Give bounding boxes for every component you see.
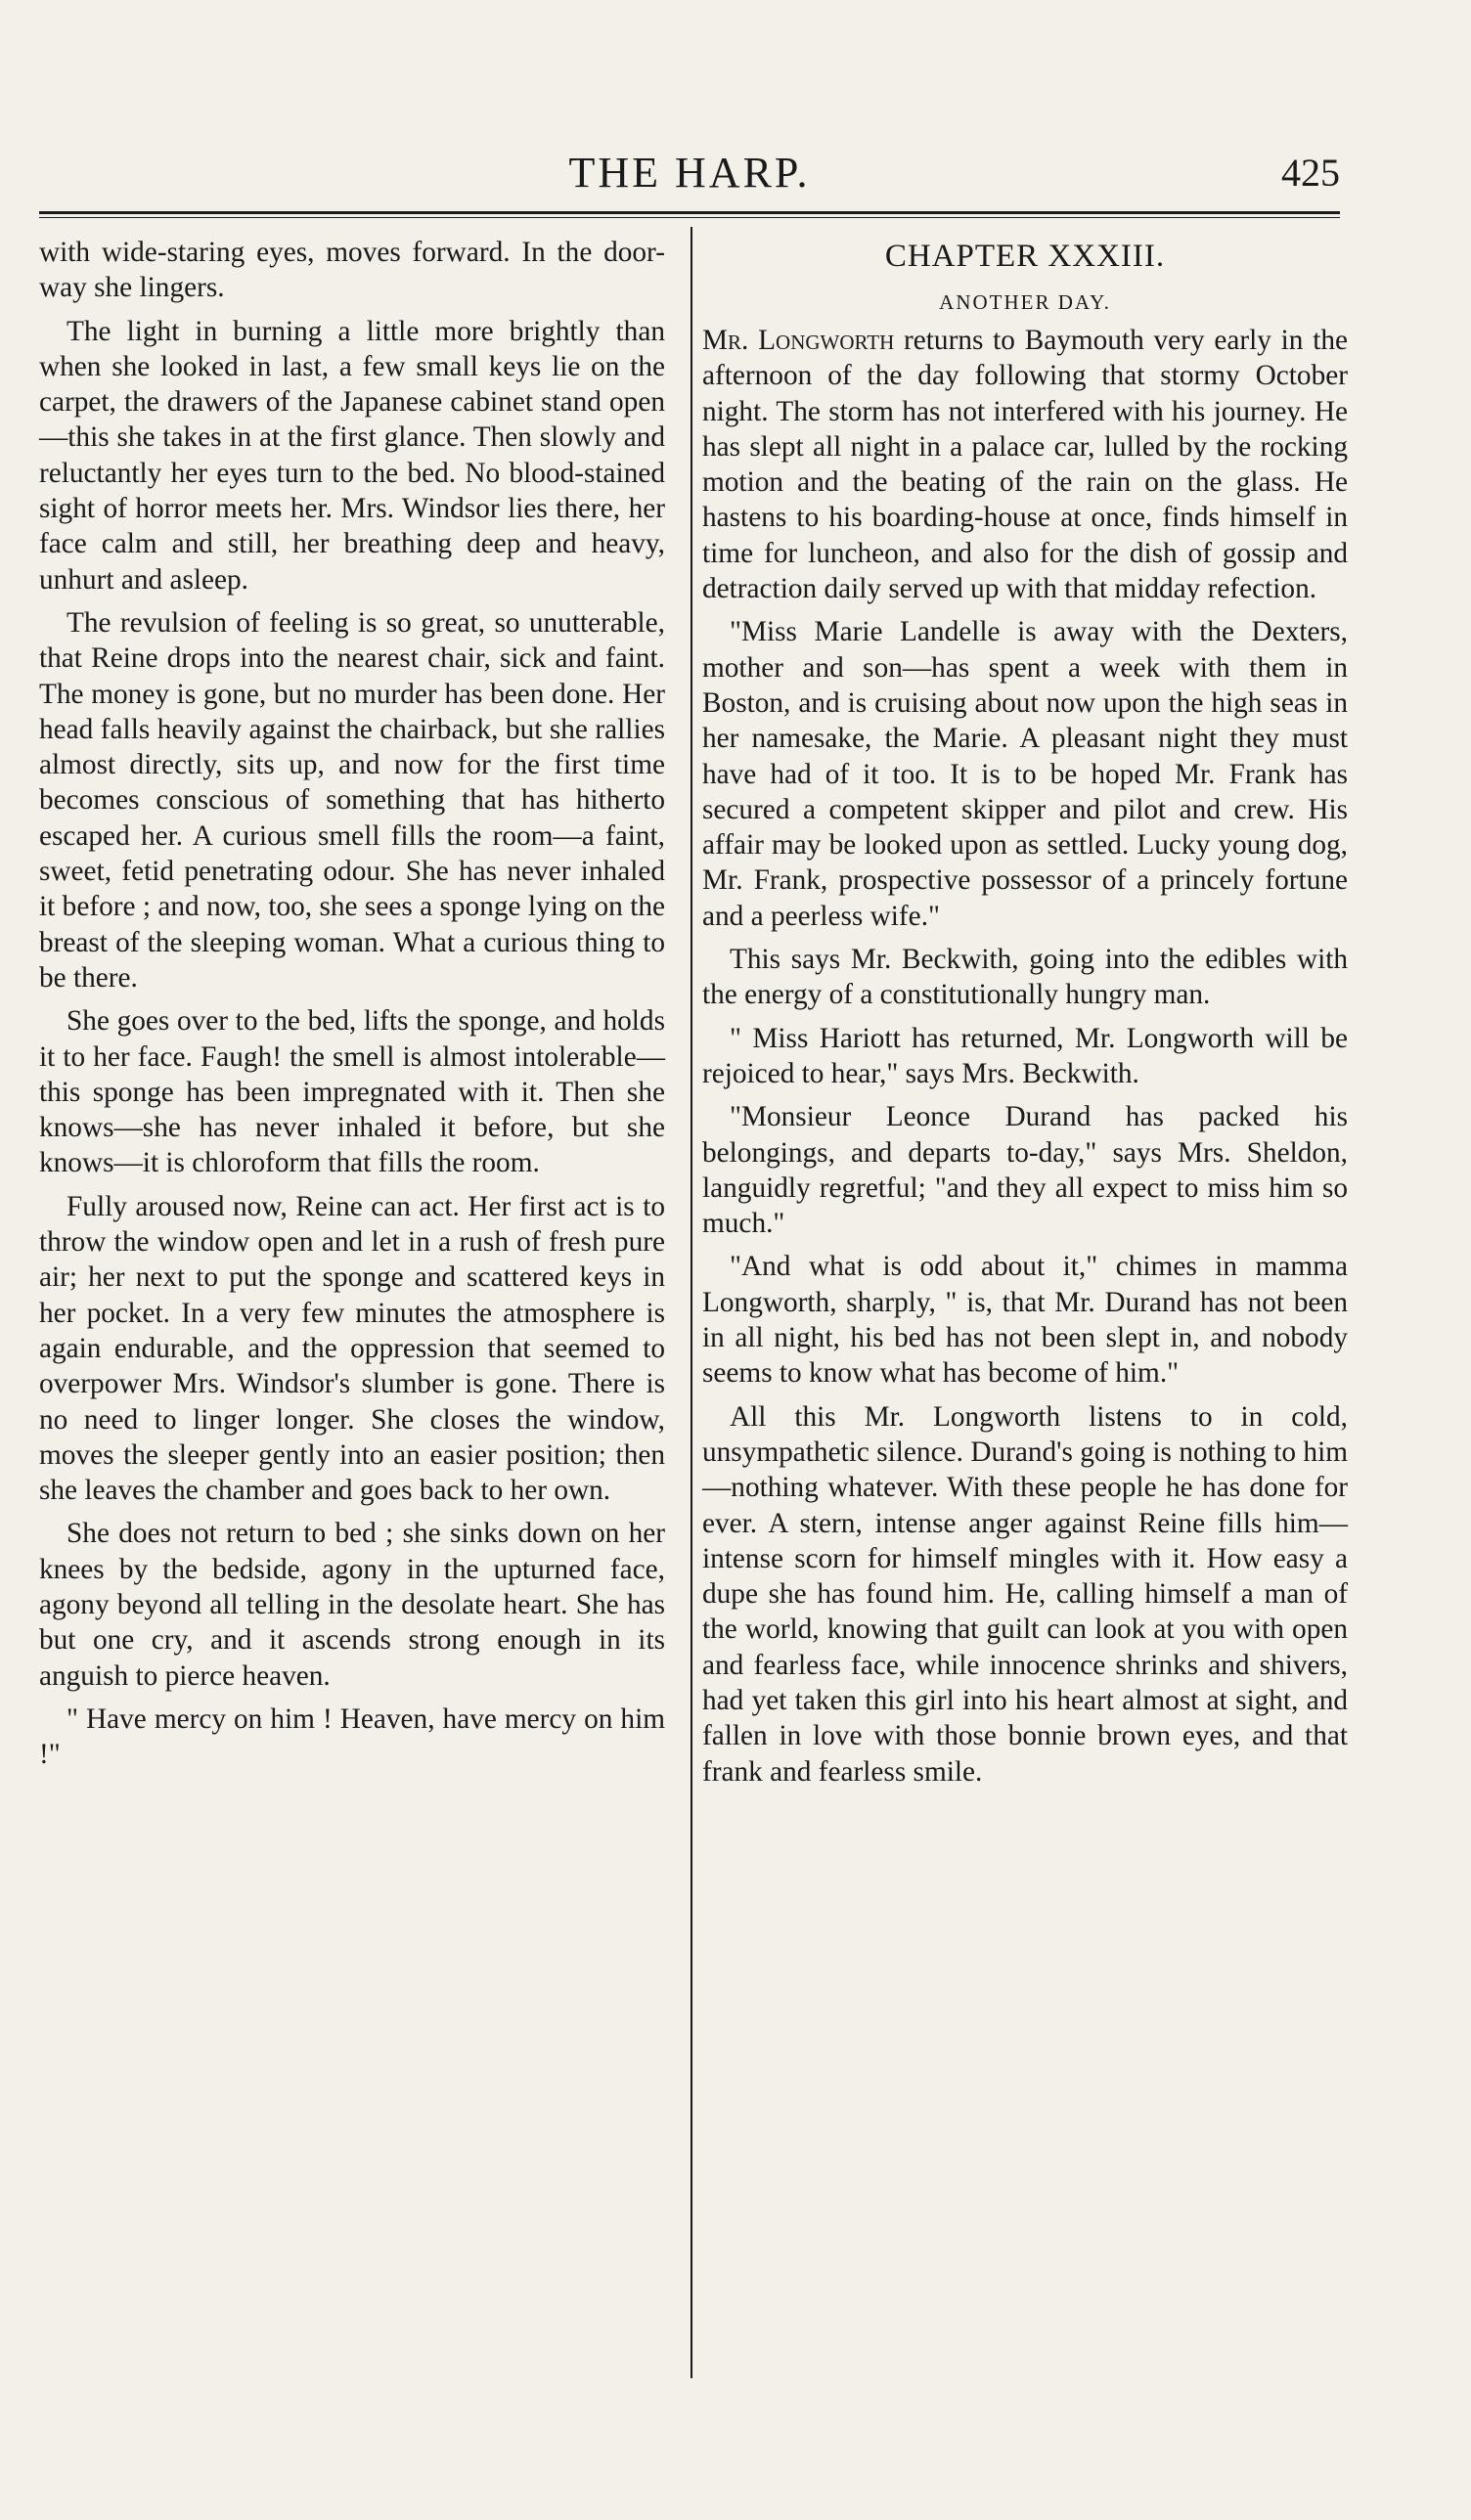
left-paragraph-6: She does not return to bed ; she sinks down on her knees by the bedside, agony in the upturned face, agony beyond all telling in the desolate heart. She has but one cry, and it ascends strong enough in its anguish to pierce heaven. (39, 1518, 665, 1692)
right-paragraph-1: "Miss Marie Landelle is away with the Dexters, mother and son—has spent a week with them in Boston, and is cruising about now upon the high seas in her namesake, the Marie. A pleasant night they must have had of it too. It is to be hoped Mr. Frank has secured a competent skipper and pilot and crew. His affair may be looked upon as settled. Lucky young dog, Mr. Frank, prospective possessor of a princely fortune and a peerless wife." (702, 616, 1348, 932)
right-paragraph-3: " Miss Hariott has returned, Mr. Longworth will be rejoiced to hear," says Mrs. Beckwith. (702, 1022, 1348, 1089)
left-paragraph-1: with wide-staring eyes, moves forward. In the door-way she lingers. (39, 237, 665, 304)
lead-rest: returns to Baymouth very early in the afternoon of the day following that stormy October night. The storm has not interfered with his journey. He has slept all night in a palace car, lulled by the rocking motion and the beating of the rain on the glass. He hastens to his boarding-house at once, finds himself in time for luncheon, and also for the dish of gossip and detraction daily served up with that midday refection. (702, 325, 1348, 605)
header-rule-thin (39, 217, 1340, 218)
running-title: THE HARP. (568, 149, 811, 197)
chapter-subtitle: ANOTHER DAY. (939, 290, 1111, 314)
right-column (702, 235, 1348, 1797)
column-divider (691, 227, 692, 2378)
left-paragraph-4: She goes over to the bed, lifts the sponge, and holds it to her face. Faugh! the smell is almost intolerable—this sponge has been impregnated with it. Then she knows—she has never inhaled it before, but she knows—it is chloroform that fills the room. (39, 1005, 665, 1179)
lead-smallcaps: Mr. Longworth (702, 325, 895, 356)
left-paragraph-3: The revulsion of feeling is so great, so unutterable, that Reine drops into the nearest chair, sick and faint. The money is gone, but no murder has been done. Her head falls heavily against the chairback, but she rallies almost directly, sits up, and now for the first time becomes conscious of something that has hitherto escaped her. A curious smell fills the room—a faint, sweet, fetid penetrating odour. She has never inhaled it before ; and now, too, she sees a sponge lying on the breast of the sleeping woman. What a curious thing to be there. (39, 606, 665, 994)
right-paragraph-2: This says Mr. Beckwith, going into the edibles with the energy of a constitutionally hungry man. (702, 944, 1348, 1011)
left-paragraph-2: The light in burning a little more brightly than when she looked in last, a few small keys lie on the carpet, the drawers of the Japanese cabinet stand open—this she takes in at the first glance. Then slowly and reluctantly her eyes turn to the bed. No blood-stained sight of horror meets her. Mrs. Windsor lies there, her face calm and still, her breathing deep and heavy, unhurt and asleep. (39, 315, 665, 596)
left-paragraph-7: " Have mercy on him ! Heaven, have mercy on him !" (39, 1702, 665, 1771)
left-column (39, 235, 665, 1780)
chapter-title: CHAPTER XXXIII. (884, 239, 1166, 274)
page-number: 425 (1281, 151, 1340, 195)
running-head (39, 139, 1340, 207)
right-paragraph-5: "And what is odd about it," chimes in mamma Longworth, sharply, " is, that Mr. Durand has not been in all night, his bed has not been slept in, and nobody seems to know what has become of him." (702, 1251, 1348, 1390)
chapter-lead-paragraph (702, 323, 1348, 606)
left-paragraph-5: Fully aroused now, Reine can act. Her first act is to throw the window open and let in a rush of fresh pure air; her next to put the sponge and scattered keys in her pocket. In a very few minutes the atmosphere is again endurable, and the oppression that seemed to overpower Mrs. Windsor's slumber is gone. There is no need to linger longer. She closes the window, moves the sleeper gently into an easier position; then she leaves the chamber and goes back to her own. (39, 1190, 665, 1507)
right-paragraph-4: "Monsieur Leonce Durand has packed his belongings, and departs to-day," says Mrs. Sheldon, languidly regretful; "and they all expect to miss him so much." (702, 1101, 1348, 1240)
right-paragraph-6: All this Mr. Longworth listens to in cold, unsympathetic silence. Durand's going is nothing to him—nothing whatever. With these people he has done for ever. A stern, intense anger against Reine fills him—intense scorn for himself mingles with it. How easy a dupe she has found him. He, calling himself a man of the world, knowing that guilt can look at you with open and fearless face, while innocence shrinks and shivers, had yet taken this girl into his heart almost at sight, and fallen in love with those bonnie brown eyes, and that frank and fearless smile. (702, 1400, 1348, 1788)
header-rule (39, 211, 1340, 214)
